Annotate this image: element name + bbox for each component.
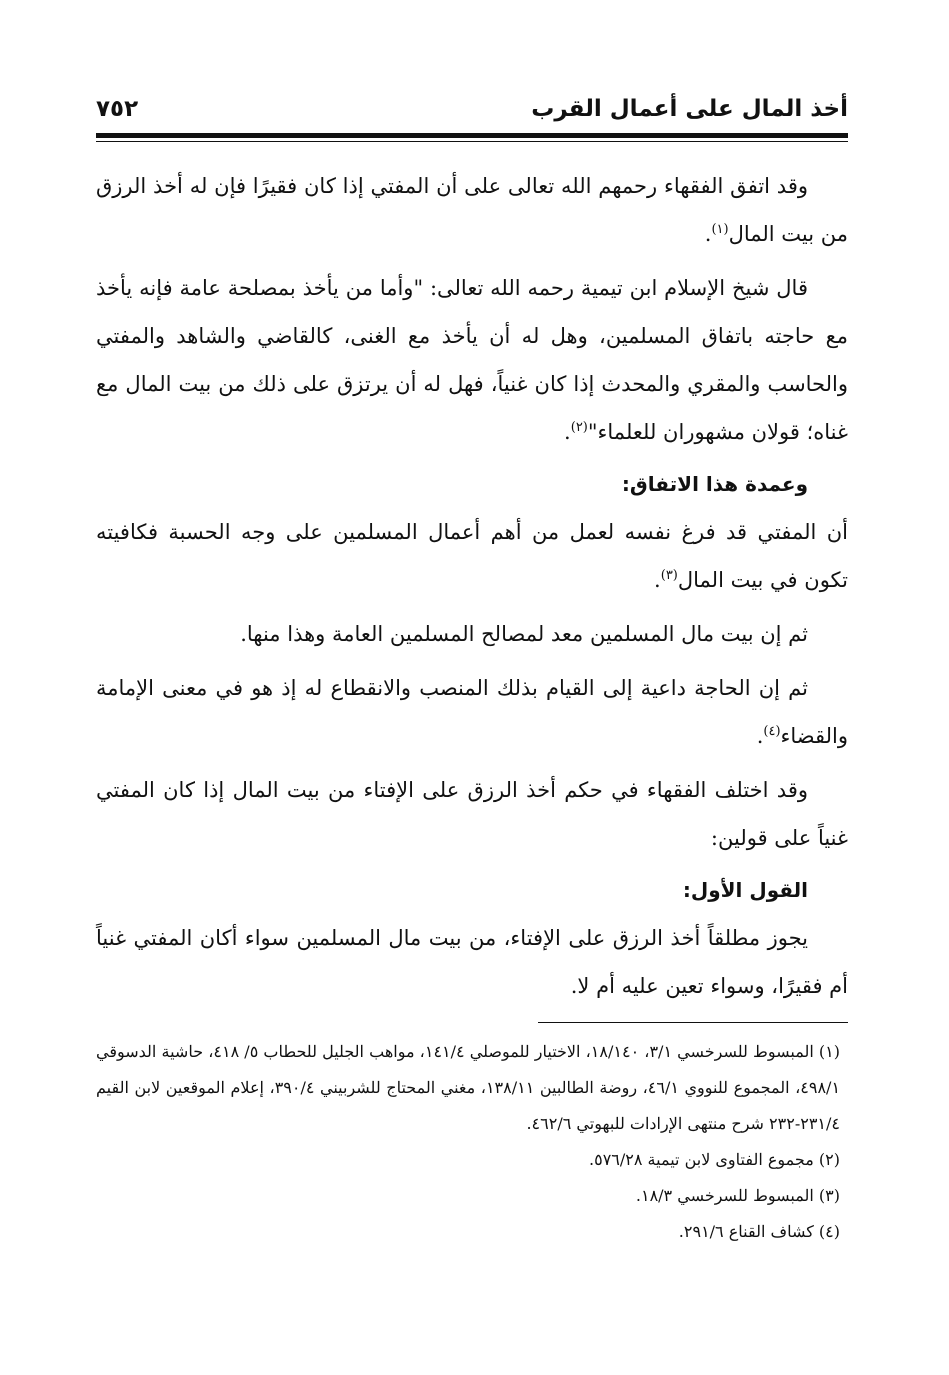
- page-number: ٧٥٢: [96, 96, 139, 122]
- running-header: [96, 92, 848, 132]
- footnote-ref-3: (٣): [660, 568, 678, 583]
- header-rule-thin: [96, 141, 848, 142]
- footnote-4: (٤) كشاف القناع ٢٩١/٦.: [678, 1222, 840, 1241]
- footnotes: [96, 1034, 840, 1250]
- main-text: [96, 162, 848, 1016]
- header-rule-thick: [96, 133, 848, 138]
- footnote-1: (١) المبسوط للسرخسي ٣/١، ١٨/١٤٠، الاختيار للموصلي ١٤١/٤، مواهب الجليل للحطاب ٥/ ٤١٨، حاشية الدسوقي ٤٩٨/١، المجموع للنووي ٤٦/١، روضة الطالبين ١٣٨/١١، مغني المحتاج للشربيني ٣٩٠/٤، إعلام الموقعين لابن القيم ٢٣١/٤-٢٣٢ شرح منتهى الإرادات للبهوتي ٤٦٢/٦.: [96, 1042, 841, 1133]
- paragraph-2: قال شيخ الإسلام ابن تيمية رحمه الله تعالى: "وأما من يأخذ بمصلحة عامة فإنه يأخذ مع حاجته باتفاق المسلمين، وهل له أن يأخذ مع الغنى، كالقاضي والشاهد والمفتي والحاسب والمقري والمحدث إذا كان غنياً، فهل له أن يرتزق على ذلك من بيت المال مع غناه؛ قولان مشهوران للعلماء"$^{(٢)}$.: [96, 276, 848, 444]
- paragraph-1: وقد اتفق الفقهاء رحمهم الله تعالى على أن المفتي إذا كان فقيرًا فإن له أخذ الرزق من بيت المال$^{(١)}$.: [96, 174, 848, 246]
- footnote-2: (٢) مجموع الفتاوى لابن تيمية ٥٧٦/٢٨.: [589, 1150, 840, 1169]
- paragraph-3: أن المفتي قد فرغ نفسه لعمل من أهم أعمال المسلمين على وجه الحسبة فكافيته تكون في بيت المال$^{(٣)}$.: [96, 520, 848, 592]
- paragraph-7: يجوز مطلقاً أخذ الرزق على الإفتاء، من بيت مال المسلمين سواء أكان المفتي غنياً أم فقيرًا، وسواء تعين عليه أم لا.: [96, 926, 848, 998]
- footnote-ref-1: (١): [711, 222, 729, 237]
- paragraph-4: ثم إن بيت مال المسلمين معد لمصالح المسلمين العامة وهذا منها.: [240, 622, 808, 646]
- heading-basis-of-agreement: وعمدة هذا الاتفاق:: [621, 472, 808, 496]
- paragraph-5: ثم إن الحاجة داعية إلى القيام بذلك المنصب والانقطاع له إذ هو في معنى الإمامة والقضاء$^{(٤)}$.: [96, 676, 848, 748]
- footnote-ref-2: (٢): [570, 420, 588, 435]
- chapter-title: أخذ المال على أعمال القرب: [531, 96, 848, 122]
- footnote-ref-4: (٤): [763, 724, 781, 739]
- footnote-separator: [538, 1022, 848, 1023]
- heading-first-opinion: القول الأول:: [682, 878, 808, 902]
- footnote-3: (٣) المبسوط للسرخسي ١٨/٣.: [635, 1186, 840, 1205]
- paragraph-6: وقد اختلف الفقهاء في حكم أخذ الرزق على الإفتاء من بيت المال إذا كان المفتي غنياً على قولين:: [96, 778, 848, 850]
